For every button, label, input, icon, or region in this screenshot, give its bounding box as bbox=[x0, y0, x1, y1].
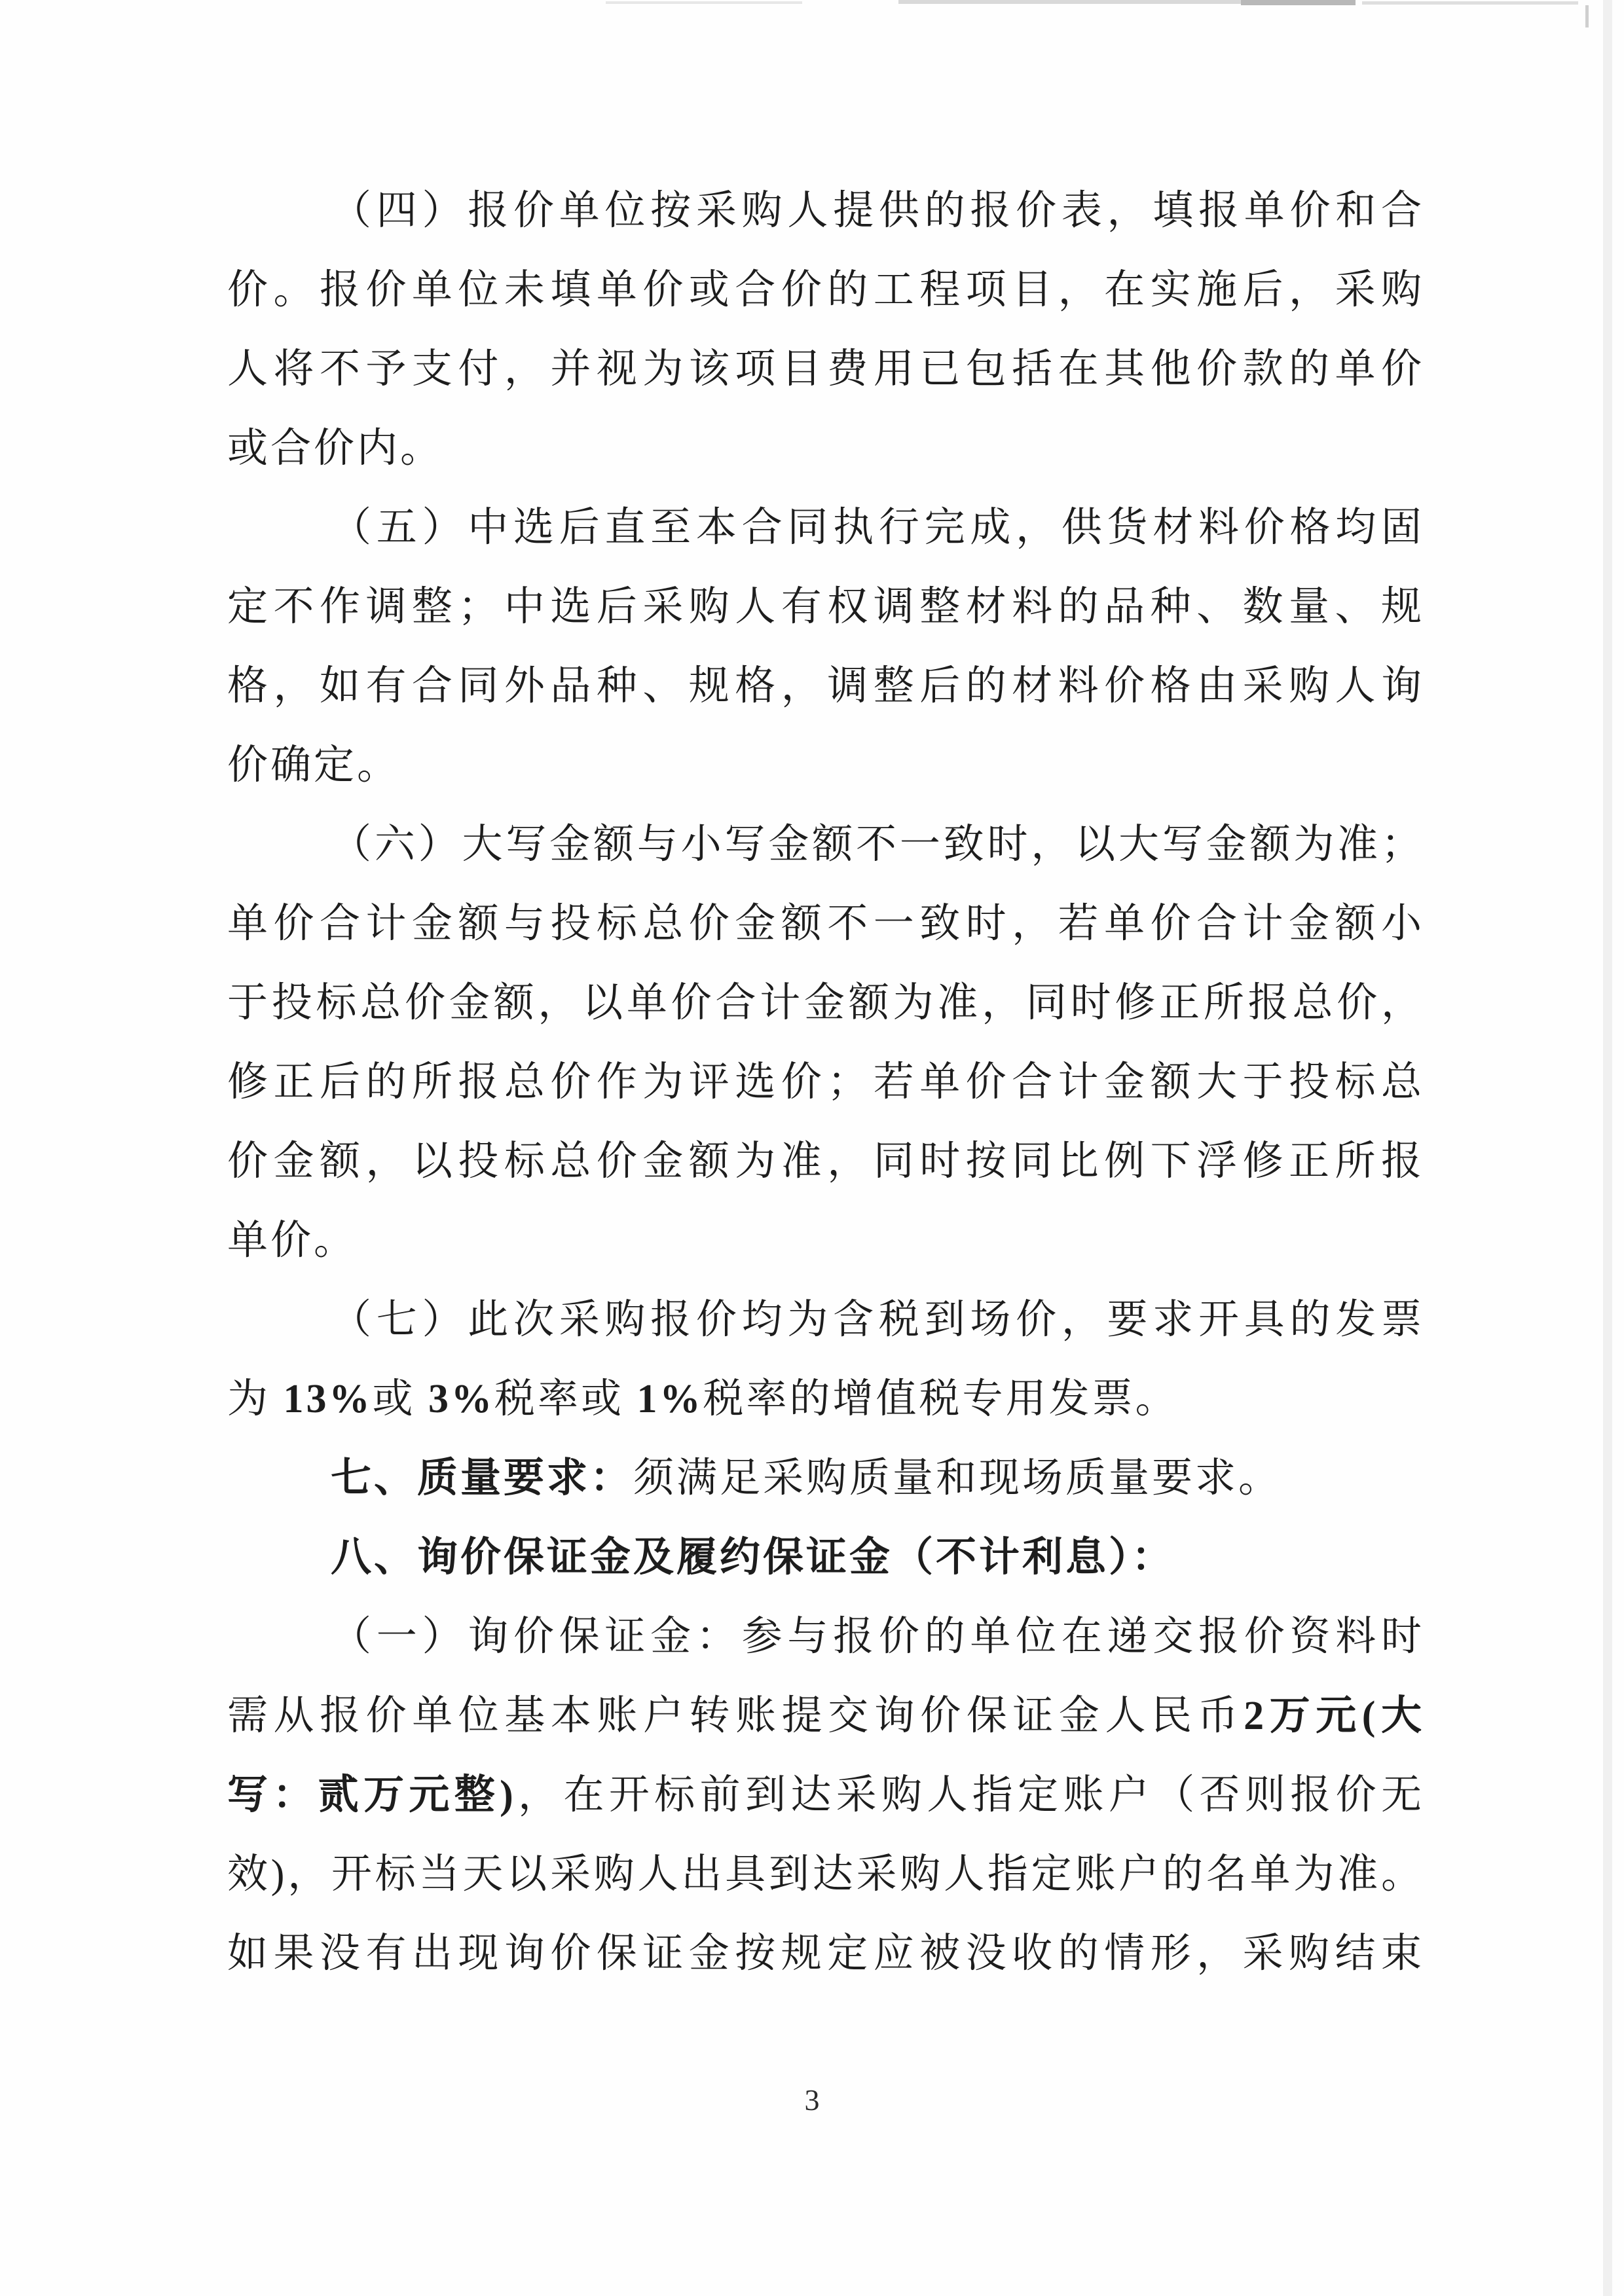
text-segment: 价。报价单位未填单价或合价的工程项目，在实施后，采购 bbox=[227, 268, 1424, 312]
text-line bbox=[227, 1677, 1424, 1756]
text-segment: 如果没有出现询价保证金按规定应被没收的情形，采购结束 bbox=[227, 1931, 1424, 1976]
text-line bbox=[227, 251, 1424, 330]
text-line bbox=[227, 1201, 1424, 1281]
text-line bbox=[227, 1835, 1424, 1914]
text-segment: 需从报价单位基本账户转账提交询价保证金人民币 bbox=[227, 1694, 1244, 1738]
text-line bbox=[227, 1281, 1424, 1360]
text-line bbox=[227, 330, 1424, 409]
text-segment-bold: 1% bbox=[637, 1377, 703, 1421]
text-segment: （七）此次采购报价均为含税到场价，要求开具的发票 bbox=[331, 1298, 1424, 1342]
text-line bbox=[227, 1597, 1424, 1677]
text-line bbox=[227, 568, 1424, 647]
text-segment: 于投标总价金额，以单价合计金额为准，同时修正所报总价， bbox=[227, 981, 1424, 1025]
scan-artifact-top bbox=[898, 0, 1252, 4]
text-segment-bold: 八、询价保证金及履约保证金（不计利息）： bbox=[331, 1535, 1175, 1580]
text-segment: 价金额，以投标总价金额为准，同时按同比例下浮修正所报 bbox=[227, 1139, 1424, 1184]
text-line bbox=[227, 1122, 1424, 1201]
text-segment-bold: 13% bbox=[283, 1377, 373, 1421]
text-line bbox=[227, 964, 1424, 1043]
text-line bbox=[227, 409, 1424, 488]
text-segment: 定不作调整；中选后采购人有权调整材料的品种、数量、规 bbox=[227, 585, 1424, 629]
text-segment-bold: 写：贰万元整) bbox=[227, 1773, 516, 1817]
scan-artifact-right-shade bbox=[1603, 0, 1612, 2296]
text-segment: 或合价内。 bbox=[227, 426, 444, 471]
text-line bbox=[227, 1360, 1424, 1439]
text-segment-bold: 2万元(大 bbox=[1244, 1694, 1424, 1738]
text-segment: 效)，开标当天以采购人出具到达采购人指定账户的名单为准。 bbox=[227, 1852, 1424, 1897]
page-number: 3 bbox=[804, 2083, 820, 2117]
text-segment: 或 bbox=[372, 1377, 429, 1421]
text-line bbox=[227, 647, 1424, 726]
text-segment: 单价合计金额与投标总价金额不一致时，若单价合计金额小 bbox=[227, 902, 1424, 946]
text-segment: 格，如有合同外品种、规格，调整后的材料价格由采购人询 bbox=[227, 664, 1424, 708]
text-segment: （六）大写金额与小写金额不一致时，以大写金额为准； bbox=[331, 822, 1424, 867]
text-line bbox=[227, 488, 1424, 568]
text-line bbox=[227, 1756, 1424, 1835]
text-line bbox=[227, 884, 1424, 964]
text-segment: 税率或 bbox=[494, 1377, 637, 1421]
text-segment: ，在开标前到达采购人指定账户（否则报价无 bbox=[515, 1773, 1424, 1817]
text-line bbox=[227, 1914, 1424, 1994]
scan-artifact-right bbox=[1585, 5, 1589, 27]
scan-artifact-top bbox=[606, 1, 802, 4]
text-segment: 价确定。 bbox=[227, 743, 401, 788]
text-line bbox=[227, 1439, 1424, 1518]
text-segment: 人将不予支付，并视为该项目费用已包括在其他价款的单价 bbox=[227, 347, 1424, 392]
text-line bbox=[227, 172, 1424, 251]
scan-artifact-top bbox=[1362, 1, 1578, 5]
text-segment-bold: 3% bbox=[428, 1377, 495, 1421]
text-segment: （五）中选后直至本合同执行完成，供货材料价格均固 bbox=[331, 505, 1424, 550]
text-segment-bold: 七、质量要求： bbox=[331, 1456, 634, 1501]
text-line bbox=[227, 805, 1424, 884]
document-body bbox=[227, 172, 1424, 1994]
text-line bbox=[227, 726, 1424, 805]
text-segment: 税率的增值税专用发票。 bbox=[703, 1377, 1179, 1421]
text-segment: （四）报价单位按采购人提供的报价表，填报单价和合 bbox=[331, 189, 1424, 233]
text-segment: 为 bbox=[227, 1377, 284, 1421]
text-line bbox=[227, 1518, 1424, 1597]
text-line bbox=[227, 1043, 1424, 1122]
text-segment: （一）询价保证金：参与报价的单位在递交报价资料时 bbox=[331, 1614, 1424, 1659]
text-segment: 单价。 bbox=[227, 1218, 358, 1263]
text-segment: 须满足采购质量和现场质量要求。 bbox=[633, 1456, 1282, 1501]
scan-artifact-top bbox=[1241, 0, 1356, 5]
text-segment: 修正后的所报总价作为评选价；若单价合计金额大于投标总 bbox=[227, 1060, 1424, 1104]
